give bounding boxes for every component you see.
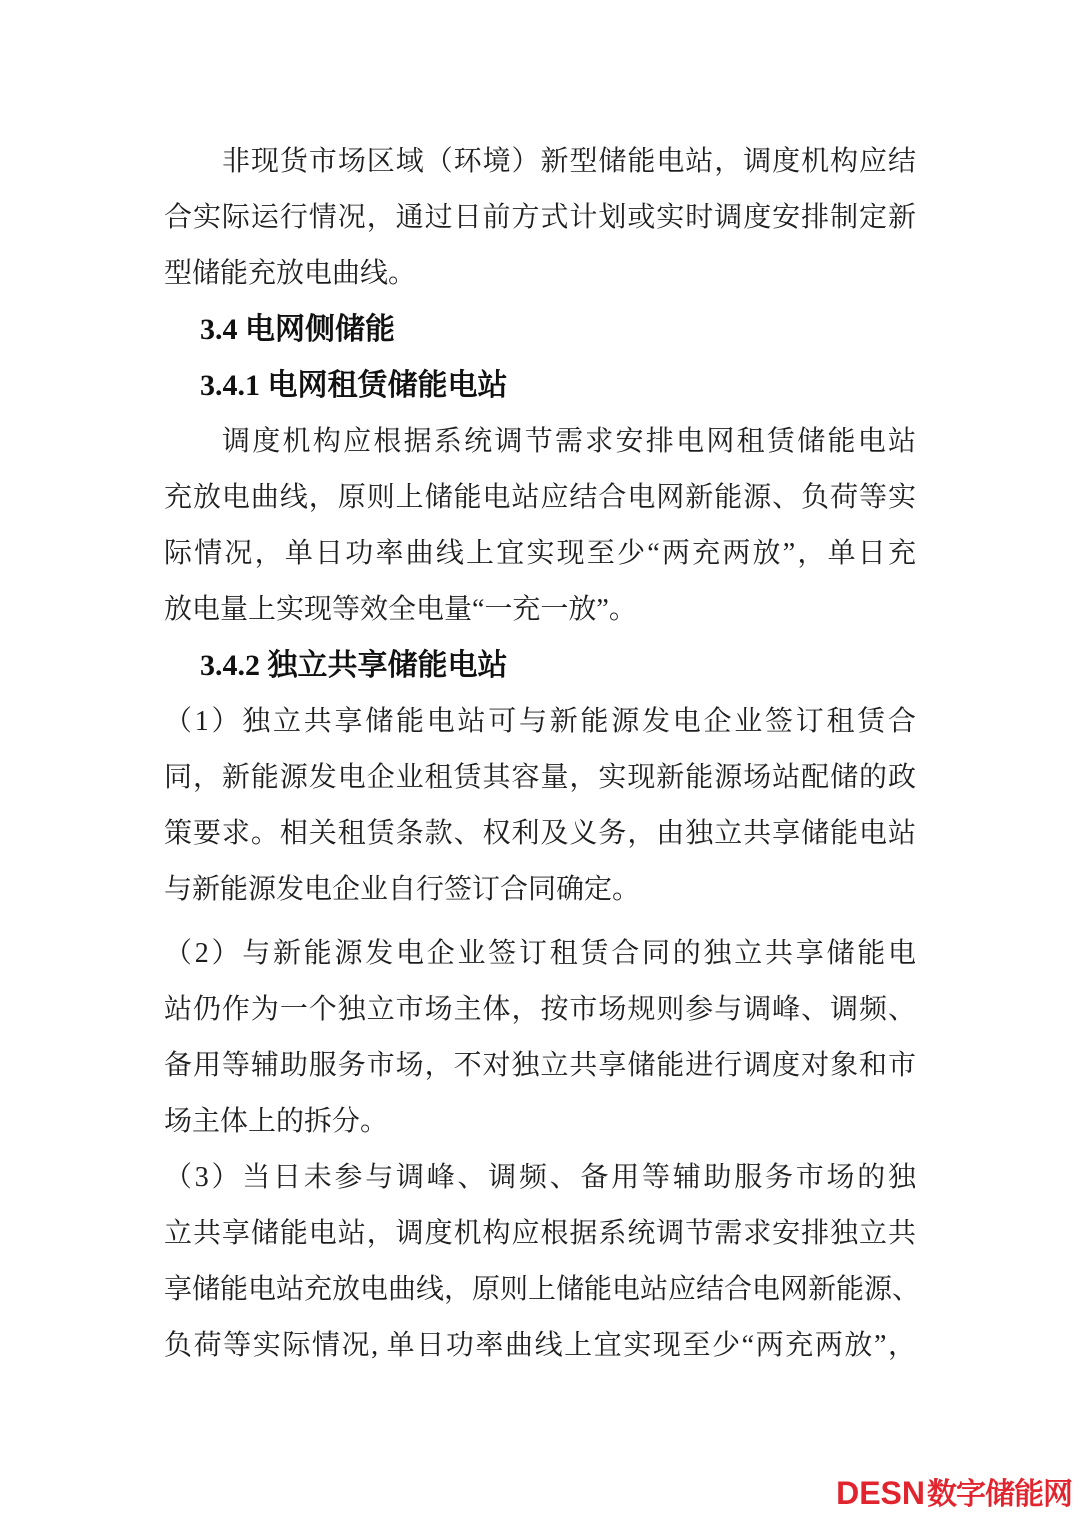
text-line: 放电量上实现等效全电量“一充一放”。	[164, 594, 637, 625]
paragraph-item-2	[164, 926, 916, 1150]
text-line: （3）当日未参与调峰、调频、备用等辅助服务市场的独	[164, 1162, 916, 1193]
paragraph-item-1	[164, 694, 916, 918]
text-line: 同，新能源发电企业租赁其容量，实现新能源场站配储的政	[164, 762, 916, 793]
text-line: 策要求。相关租赁条款、权利及义务，由独立共享储能电站	[164, 818, 916, 849]
text-line: 享储能电站充放电曲线，原则上储能电站应结合电网新能源、	[164, 1274, 921, 1305]
heading-3-4-1: 3.4.1 电网租赁储能电站	[200, 369, 508, 402]
paragraph-item-3	[164, 1150, 921, 1374]
text-line: 立共享储能电站，调度机构应根据系统调节需求安排独立共	[164, 1218, 916, 1249]
text-line: 非现货市场区域（环境）新型储能电站，调度机构应结	[222, 146, 916, 177]
text-line: 际情况，单日功率曲线上宜实现至少“两充两放”，单日充	[164, 538, 916, 569]
text-line: 站仍作为一个独立市场主体，按市场规则参与调峰、调频、	[164, 994, 916, 1025]
text-line: 场主体上的拆分。	[164, 1106, 389, 1137]
paragraph-grid-leased-storage	[164, 414, 916, 638]
text-line: 充放电曲线，原则上储能电站应结合电网新能源、负荷等实	[164, 482, 916, 513]
text-line: 合实际运行情况，通过日前方式计划或实时调度安排制定新	[164, 202, 916, 233]
text-line: 备用等辅助服务市场，不对独立共享储能进行调度对象和市	[164, 1050, 916, 1081]
desn-watermark	[836, 1477, 1072, 1510]
watermark-cjk-text: 数字储能网	[927, 1478, 1072, 1511]
paragraph-intro	[164, 134, 916, 302]
text-line: （2）与新能源发电企业签订租赁合同的独立共享储能电	[164, 938, 916, 969]
text-line: 型储能充放电曲线。	[164, 258, 417, 289]
text-line: 调度机构应根据系统调节需求安排电网租赁储能电站	[222, 426, 916, 457]
text-line: 与新能源发电企业自行签订合同确定。	[164, 874, 641, 905]
text-line: 负荷等实际情况, 单日功率曲线上宜实现至少“两充两放”，	[164, 1330, 916, 1361]
document-body	[164, 134, 921, 1374]
text-line: （1）独立共享储能电站可与新能源发电企业签订租赁合	[164, 706, 916, 737]
watermark-latin-text: DESN	[836, 1475, 925, 1511]
heading-3-4-2: 3.4.2 独立共享储能电站	[200, 649, 508, 682]
heading-3-4: 3.4 电网侧储能	[200, 313, 395, 346]
